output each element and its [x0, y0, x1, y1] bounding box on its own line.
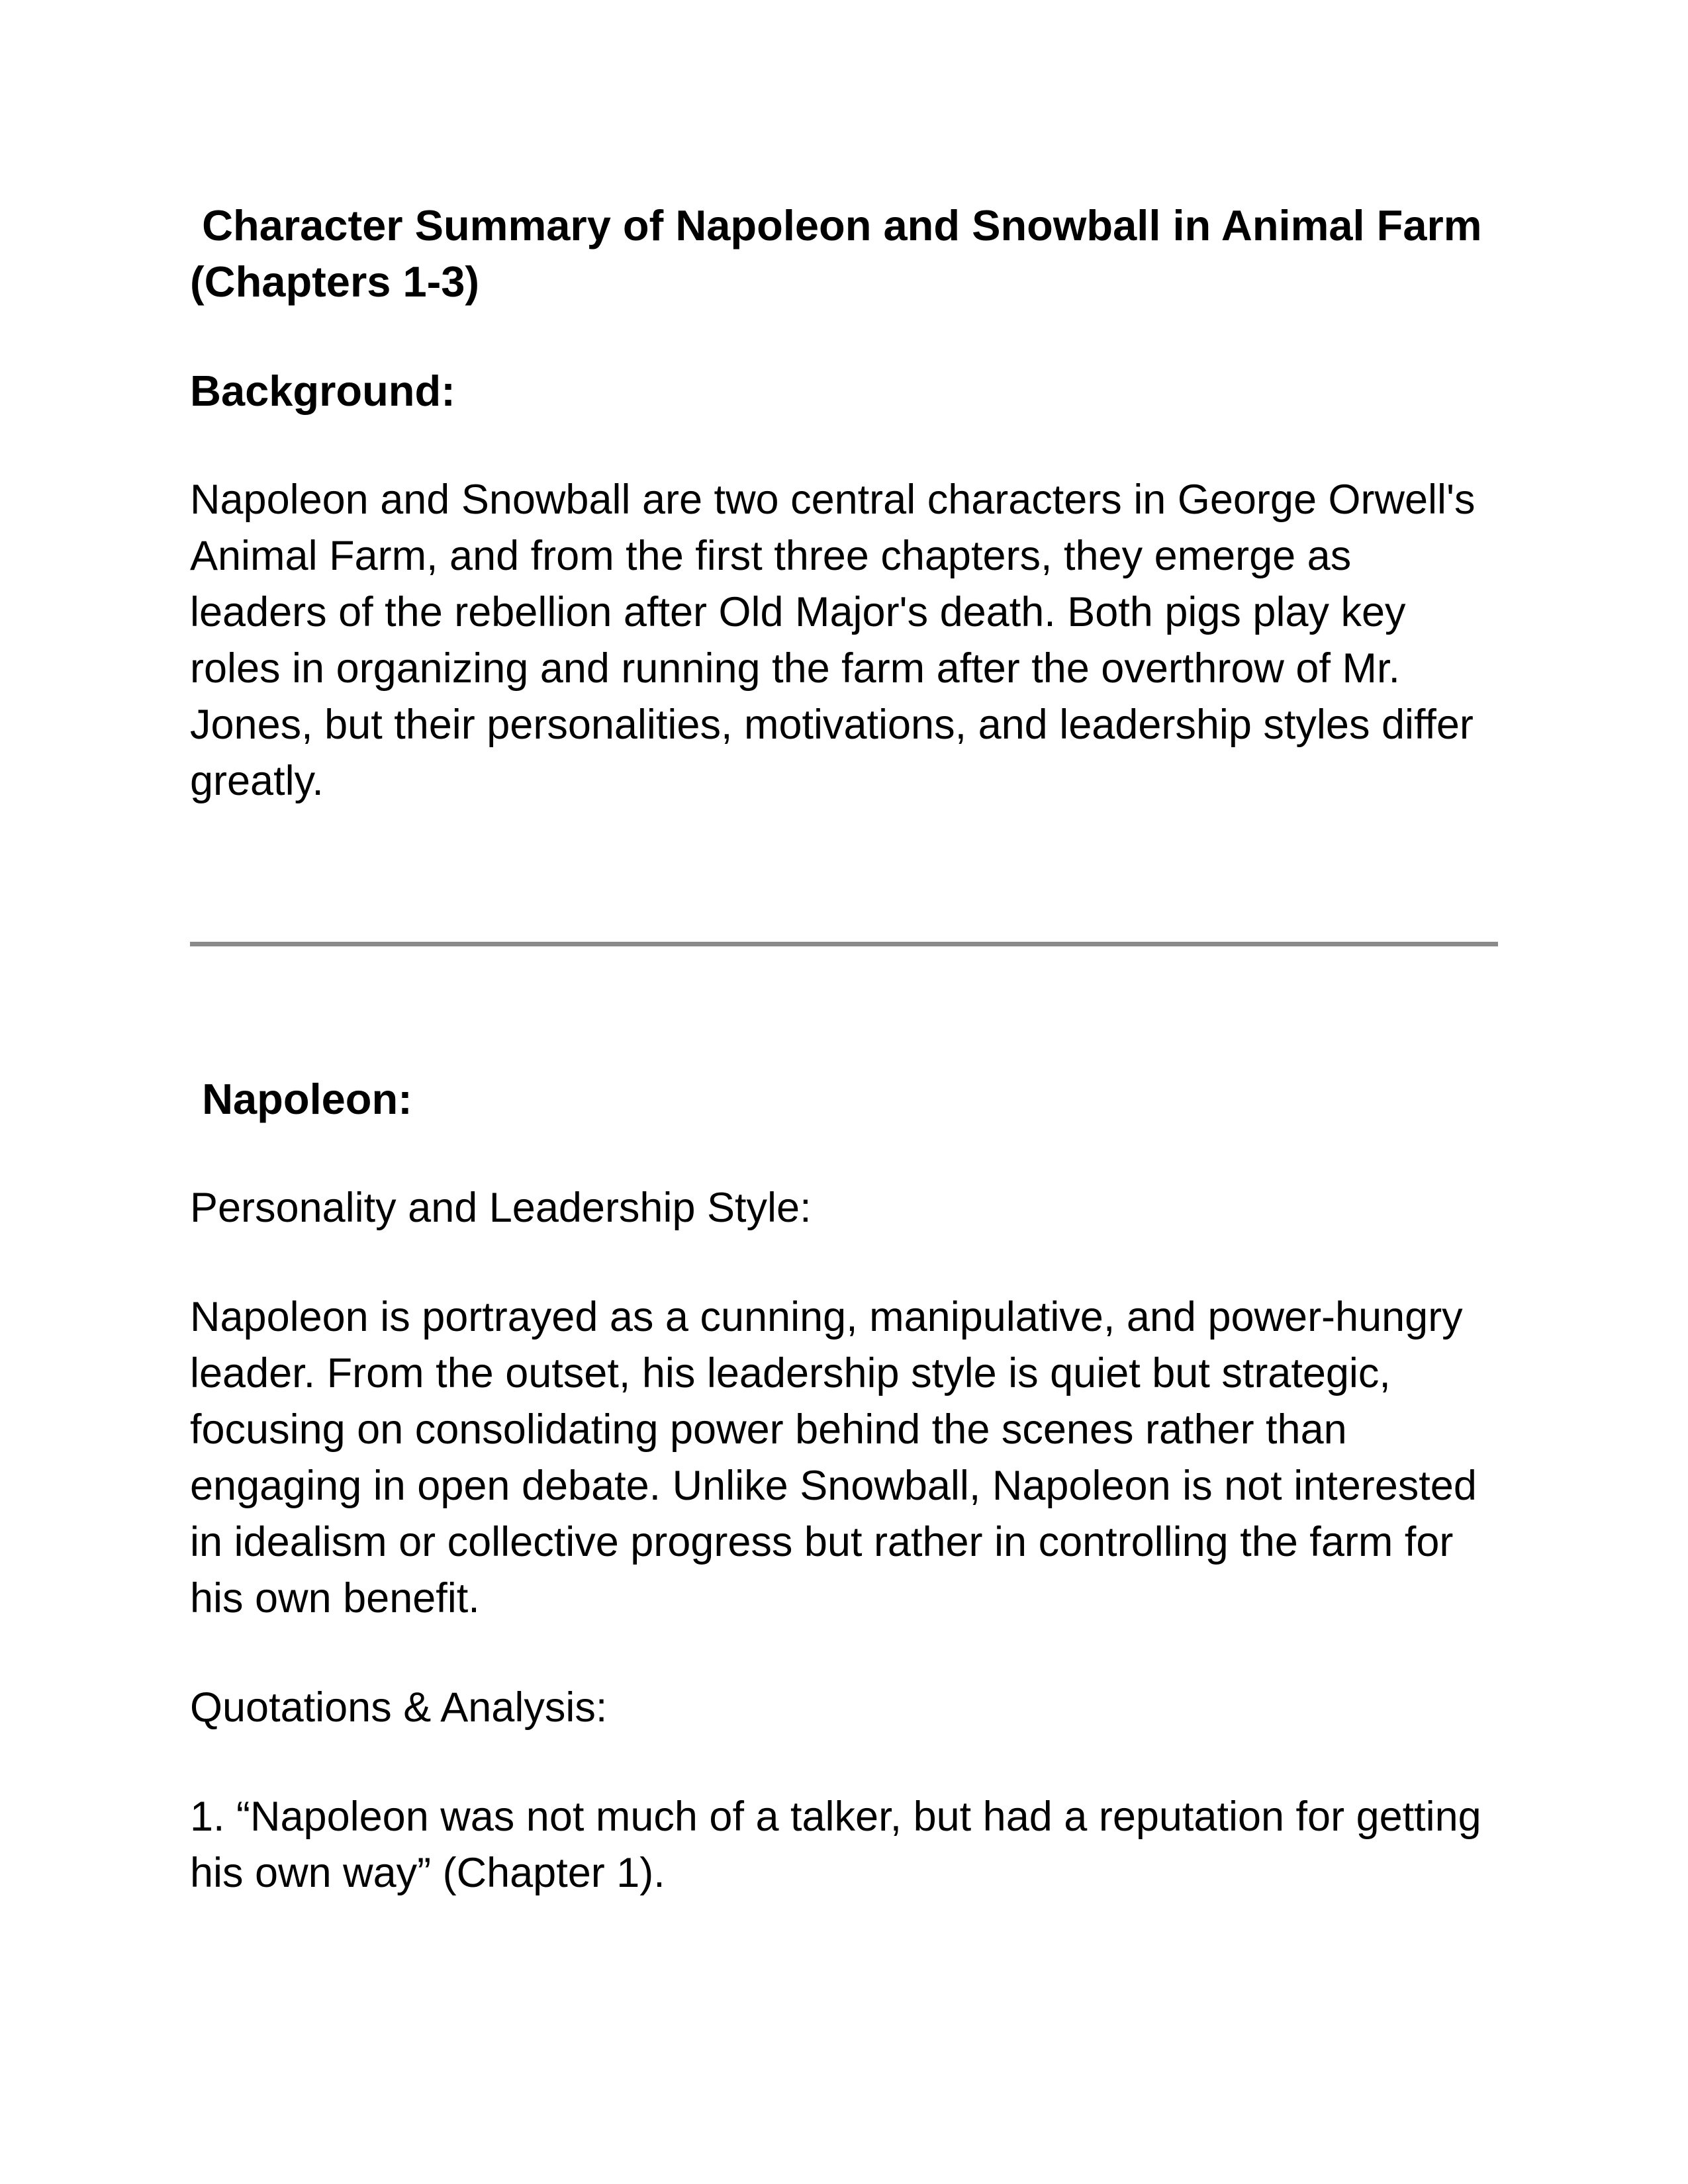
napoleon-heading: Napoleon: [190, 1075, 412, 1123]
quotation-1: 1. “Napoleon was not much of a talker, but had a reputation for getting his own way” (Chapter 1). [190, 1794, 1493, 1896]
personality-style-label: Personality and Leadership Style: [190, 1185, 812, 1231]
background-paragraph: Napoleon and Snowball are two central characters in George Orwell's Animal Farm, and from the first three chapters, they emerge as leaders of the rebellion after Old Major's death. Both pigs play key roles in organizing and running the farm after the overthrow of Mr. Jones, but their personalities, motivations, and leadership styles differ greatly. [190, 477, 1485, 804]
background-heading: Background: [190, 367, 455, 415]
napoleon-paragraph: Napoleon is portrayed as a cunning, manipulative, and power-hungry leader. From the outset, his leadership style is quiet but strategic, focusing on consolidating power behind the scenes rather than engaging in open debate. Unlike Snowball, Napoleon is not interested in idealism or collective progress but rather in controlling the farm for his own benefit. [190, 1294, 1489, 1621]
document-title: Character Summary of Napoleon and Snowball in Animal Farm (Chapters 1-3) [190, 201, 1494, 306]
quotations-analysis-label: Quotations & Analysis: [190, 1684, 608, 1731]
horizontal-divider [190, 942, 1498, 946]
